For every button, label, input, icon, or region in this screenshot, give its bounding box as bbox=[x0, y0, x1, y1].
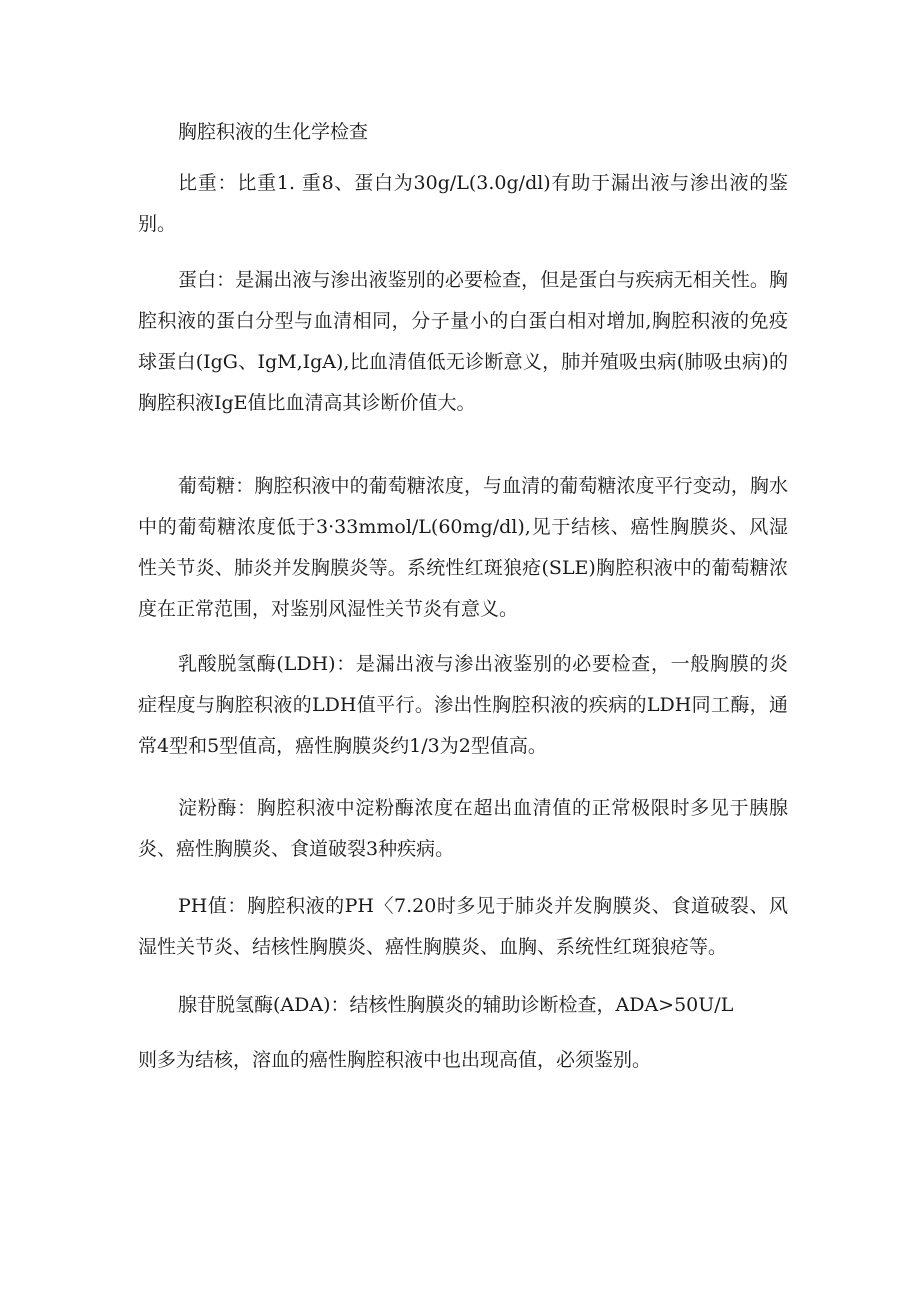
paragraph-amylase: 淀粉酶：胸腔积液中淀粉酶浓度在超出血清值的正常极限时多见于胰腺炎、癌性胸膜炎、食道破裂3种疾病。 bbox=[138, 797, 788, 860]
paragraph-ada-line2: 则多为结核，溶血的癌性胸腔积液中也出现高值，必须鉴别。 bbox=[138, 1049, 652, 1071]
paragraph-ph: PH值：胸腔积液的PH〈7.20时多见于肺炎并发胸膜炎、食道破裂、风湿性关节炎、结核性胸膜炎、癌性胸膜炎、血胸、系统性红斑狼疮等。 bbox=[138, 895, 788, 958]
paragraph-ada-line1: 腺苷脱氢酶(ADA)：结核性胸膜炎的辅助诊断检查，ADA>50U/L bbox=[178, 994, 734, 1016]
paragraph-ldh: 乳酸脱氢酶(LDH)：是漏出液与渗出液鉴别的必要检查，一般胸膜的炎症程度与胸腔积液的LDH值平行。渗出性胸腔积液的疾病的LDH同工酶，通常4型和5型值高，癌性胸膜炎约1/3为2型值高。 bbox=[138, 653, 788, 757]
paragraph-specific-gravity: 比重：比重1. 重8、蛋白为30g/L(3.0g/dl)有助于漏出液与渗出液的鉴别。 bbox=[138, 172, 788, 235]
document-title: 胸腔积液的生化学检查 bbox=[178, 121, 369, 143]
paragraph-glucose: 葡萄糖：胸腔积液中的葡萄糖浓度，与血清的葡萄糖浓度平行变动，胸水中的葡萄糖浓度低于3·33mmol/L(60mg/dl),见于结核、癌性胸膜炎、风湿性关节炎、肺炎并发胸膜炎等。系统性红斑狼疮(SLE)胸腔积液中的葡萄糖浓度在正常范围，对鉴别风湿性关节炎有意义。 bbox=[138, 475, 788, 620]
paragraph-protein: 蛋白：是漏出液与渗出液鉴别的必要检查，但是蛋白与疾病无相关性。胸腔积液的蛋白分型与血清相同，分子量小的白蛋白相对增加,胸腔积液的免疫球蛋白(IgG、IgM,IgA),比血清值低无诊断意义，肺并殖吸虫病(肺吸虫病)的胸腔积液IgE值比血清高其诊断价值大。 bbox=[138, 269, 788, 414]
